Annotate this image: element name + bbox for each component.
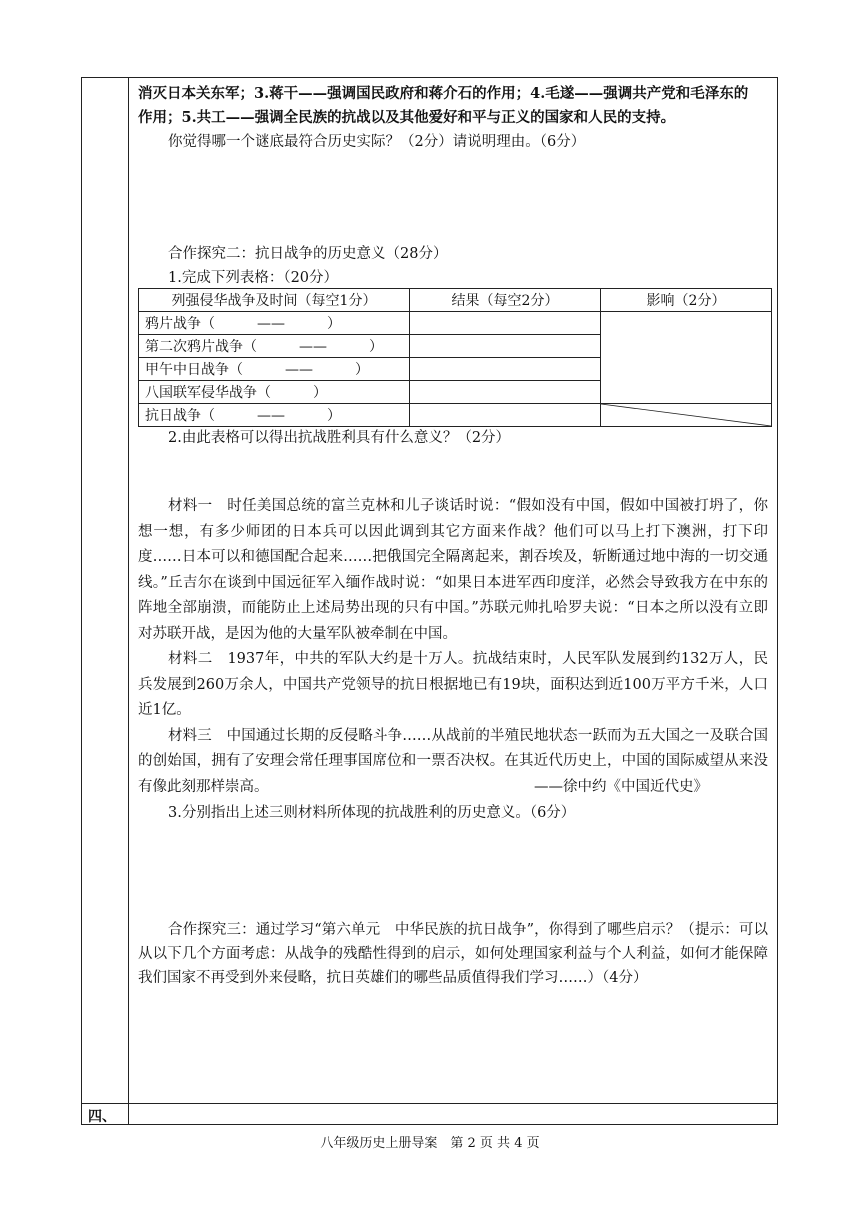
diagonal-line xyxy=(601,404,771,426)
material-question: 3.分别指出上述三则材料所体现的抗战胜利的历史意义。（6分） xyxy=(168,804,576,821)
header-impact: 影响（2分） xyxy=(601,289,772,312)
header-wars: 列强侵华战争及时间（每空1分） xyxy=(139,289,410,312)
material-three: 材料三 中国通过长期的反侵略斗争……从战前的半殖民地状态一跃而为五大国之一及联合国的创始国，拥有了安理会常任理事国席位和一票否决权。在其近代历史上，中国的国际威望从来没有像此刻那样崇高。 xyxy=(138,727,768,795)
result-cell[interactable] xyxy=(410,335,601,358)
war-cell: 八国联军侵华战争（ ） xyxy=(139,381,410,404)
explore2-q2: 2.由此表格可以得出抗战胜利具有什么意义？（2分） xyxy=(168,430,511,446)
table-row xyxy=(139,404,772,427)
explore3-text: 合作探究三：通过学习“第六单元 中华民族的抗日战争”，你得到了哪些启示？（提示：可以从以下几个方面考虑：从战争的残酷性得到的启示，如何处理国家利益与个人利益，如何才能保障我们国家不再受到外来侵略，抗日英雄们的哪些品质值得我们学习……）（4分） xyxy=(138,922,768,986)
wars-table xyxy=(138,288,772,427)
explore3-block xyxy=(138,918,768,990)
section-four-label: 四、 xyxy=(88,1109,116,1125)
explore2-q2-block xyxy=(138,426,768,450)
result-cell[interactable] xyxy=(410,358,601,381)
row-divider xyxy=(81,1103,778,1104)
war-cell: 鸦片战争（ —— ） xyxy=(139,312,410,335)
war-cell: 甲午中日战争（ —— ） xyxy=(139,358,410,381)
explore2-q1: 1.完成下列表格：（20分） xyxy=(168,270,339,286)
intro-line-2: 作用；5.共工——强调全民族的抗战以及其他爱好和平与正义的国家和人民的支持。 xyxy=(138,109,676,126)
explore2-block xyxy=(138,242,768,290)
war-cell: 抗日战争（ —— ） xyxy=(139,404,410,427)
intro-line-1: 消灭日本关东军；3.蒋干——强调国民政府和蒋介石的作用；4.毛遂——强调共产党和毛泽东的 xyxy=(138,85,749,102)
result-cell[interactable] xyxy=(410,312,601,335)
impact-cell[interactable] xyxy=(601,312,772,404)
crossed-out-cell xyxy=(601,404,772,427)
intro-question: 你觉得哪一个谜底最符合历史实际？（2分）请说明理由。（6分） xyxy=(168,134,586,150)
intro-block xyxy=(138,82,768,154)
page-footer: 八年级历史上册导案 第 2 页 共 4 页 xyxy=(320,1136,540,1151)
table-header-row xyxy=(139,289,772,312)
header-result: 结果（每空2分） xyxy=(410,289,601,312)
explore2-title: 合作探究二：抗日战争的历史意义（28分） xyxy=(168,246,448,262)
material-one: 材料一 时任美国总统的富兰克林和儿子谈话时说：“假如没有中国，假如中国被打坍了，你想一想，有多少师团的日本兵可以因此调到其它方面来作战？他们可以马上打下澳洲，打下印度……日本可以和德国配合起来……把俄国完全隔离起来，割吞埃及，斩断通过地中海的一切交通线。”丘吉尔在谈到中国远征军入缅作战时说：“如果日本进军西印度洋，必然会导致我方在中东的阵地全部崩溃，而能防止上述局势出现的只有中国。”苏联元帅扎哈罗夫说：“日本之所以没有立即对苏联开战，是因为他的大量军队被牵制在中国。 xyxy=(138,498,768,642)
material-two: 材料二 1937年，中共的军队大约是十万人。抗战结束时，人民军队发展到约132万人，民兵发展到260万余人，中国共产党领导的抗日根据地已有19块，面积达到近100万平方千米，人口近1亿。 xyxy=(138,651,768,718)
table-row xyxy=(139,312,772,335)
result-cell[interactable] xyxy=(410,404,601,427)
war-cell: 第二次鸦片战争（ —— ） xyxy=(139,335,410,358)
result-cell[interactable] xyxy=(410,381,601,404)
materials-block xyxy=(138,494,768,826)
material-three-source: ——徐中约《中国近代史》 xyxy=(534,779,708,795)
column-divider xyxy=(128,77,129,1125)
